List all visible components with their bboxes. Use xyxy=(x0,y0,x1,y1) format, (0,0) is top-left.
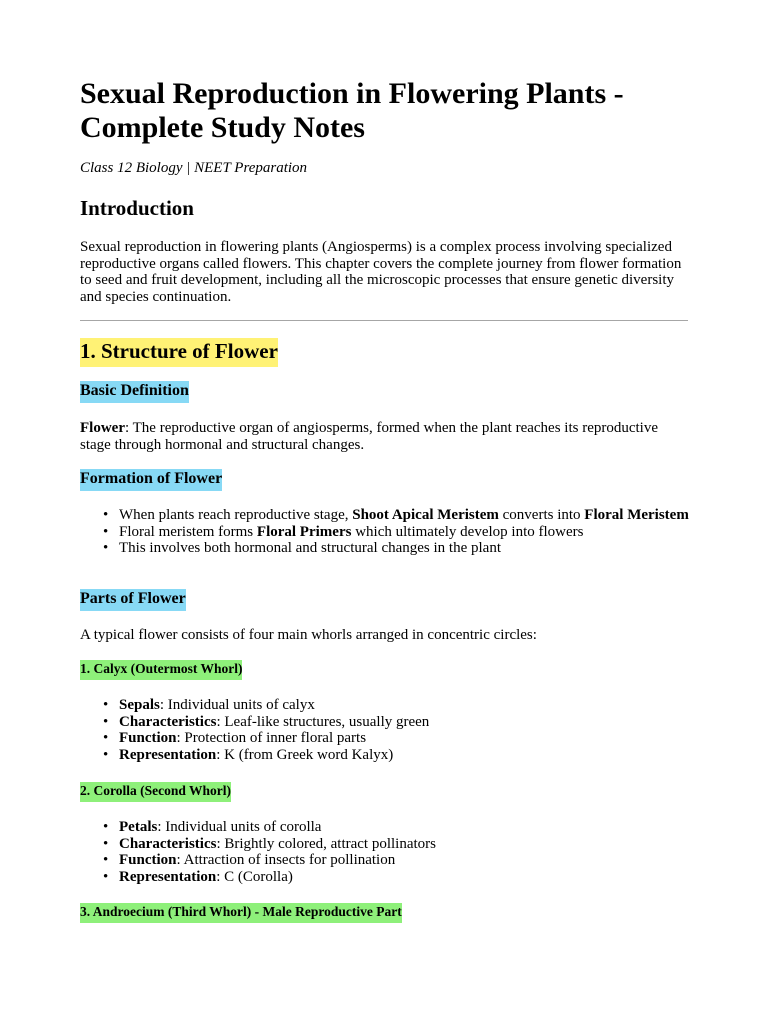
list-item xyxy=(119,697,691,714)
basic-definition-heading xyxy=(80,381,189,403)
list-item-bold: Representation xyxy=(119,868,217,885)
list-item xyxy=(119,714,691,731)
calyx-list xyxy=(80,697,691,763)
list-item-bold: Characteristics xyxy=(119,713,217,730)
list-item-text: : Protection of inner floral parts xyxy=(176,730,367,746)
list-item-bold: Representation xyxy=(119,746,217,763)
parts-intro: A typical flower consists of four main whorls arranged in concentric circles: xyxy=(80,627,537,643)
list-item-text: : Attraction of insects for pollination xyxy=(176,852,396,868)
list-item xyxy=(119,507,691,524)
parts-heading xyxy=(80,589,186,611)
subtitle: Class 12 Biology | NEET Preparation xyxy=(80,160,308,176)
list-item xyxy=(119,836,691,853)
list-item-bold: Sepals xyxy=(119,697,160,713)
list-item-bold: Petals xyxy=(119,819,158,835)
list-item-text: : Brightly colored, attract pollinators xyxy=(216,835,436,852)
basic-definition-title: Basic Definition xyxy=(80,381,189,403)
list-item-bold: Function xyxy=(119,730,177,746)
list-item xyxy=(119,852,691,869)
page-title xyxy=(80,77,624,145)
corolla-list xyxy=(80,819,691,885)
formation-list xyxy=(80,507,691,557)
list-item-text: : Individual units of corolla xyxy=(157,819,322,835)
intro-paragraph: Sexual reproduction in flowering plants (Angiosperms) is a complex process involving specialized reproductive organs called flowers. This chapter covers the complete journey from flower formation to seed and fruit development, including all the microscopic processes that ensure genetic diversity and species continuation. xyxy=(80,239,682,305)
flower-definition-text: : The reproductive organ of angiosperms, formed when the plant reaches its reproductive stage through hormonal and structural changes. xyxy=(80,420,659,453)
list-item xyxy=(119,819,691,836)
list-item-text: Floral meristem forms xyxy=(119,523,257,540)
list-item-bold: Floral Primers xyxy=(256,523,352,540)
list-item-text: : Leaf-like structures, usually green xyxy=(216,713,430,730)
list-item-text: This involves both hormonal and structural changes in the plant xyxy=(119,540,502,556)
flower-term: Flower xyxy=(80,420,125,436)
list-item-bold: Function xyxy=(119,852,177,868)
intro-heading: Introduction xyxy=(80,196,194,220)
androecium-title: 3. Androecium (Third Whorl) - Male Reproductive Part xyxy=(80,903,402,923)
list-item xyxy=(119,524,691,541)
androecium-heading xyxy=(80,903,402,923)
formation-title: Formation of Flower xyxy=(80,469,222,491)
formation-heading xyxy=(80,469,222,491)
list-item-bold: Floral Meristem xyxy=(584,507,689,523)
flower-definition xyxy=(80,420,690,453)
parts-title: Parts of Flower xyxy=(80,589,186,611)
calyx-heading xyxy=(80,660,242,680)
list-item xyxy=(119,869,691,886)
list-item-bold: Characteristics xyxy=(119,835,217,852)
list-item-text: : Individual units of calyx xyxy=(159,697,315,713)
list-item-text: : C (Corolla) xyxy=(216,868,293,885)
section-structure-heading xyxy=(80,338,278,367)
horizontal-rule xyxy=(80,320,688,321)
list-item xyxy=(119,747,691,764)
list-item-text: : K (from Greek word Kalyx) xyxy=(216,746,394,763)
list-item-text: which ultimately develop into flowers xyxy=(351,523,584,540)
list-item-text: When plants reach reproductive stage, xyxy=(119,507,353,523)
list-item xyxy=(119,730,691,747)
calyx-title: 1. Calyx (Outermost Whorl) xyxy=(80,660,242,680)
corolla-title: 2. Corolla (Second Whorl) xyxy=(80,782,231,802)
list-item xyxy=(119,540,691,557)
section-structure-title: 1. Structure of Flower xyxy=(80,338,278,367)
list-item-bold: Shoot Apical Meristem xyxy=(352,507,499,523)
title-line-2: Complete Study Notes xyxy=(80,111,365,144)
list-item-text: converts into xyxy=(498,507,585,523)
title-line-1: Sexual Reproduction in Flowering Plants - xyxy=(80,77,624,110)
corolla-heading xyxy=(80,782,231,802)
